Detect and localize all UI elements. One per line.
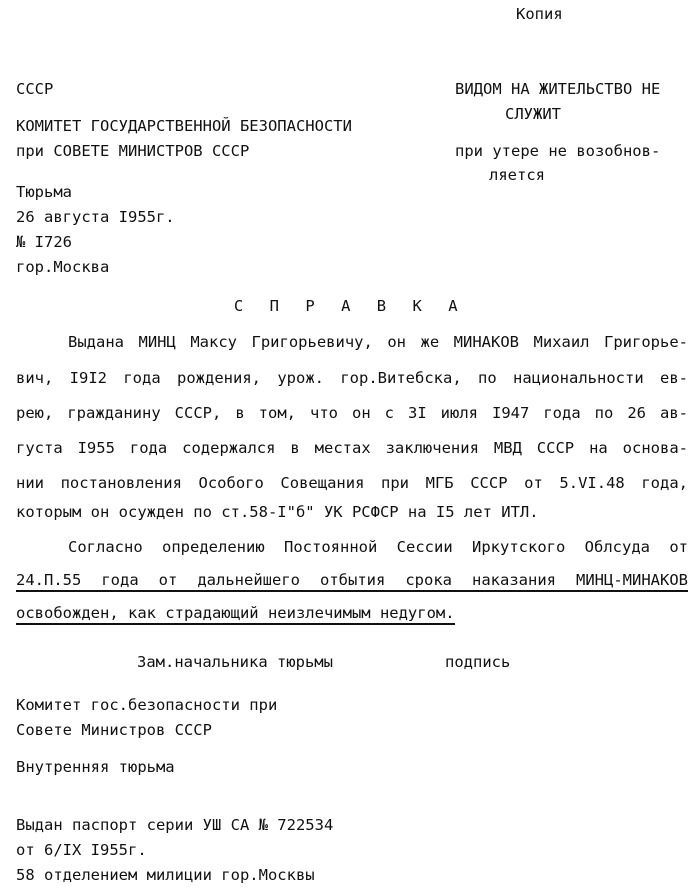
body-line-2: вич, I9I2 года рождения, урож. гор.Витебска, по национальности ев- (16, 369, 688, 387)
stamp-line-1: Комитет гос.безопасности при (16, 696, 278, 714)
notice-line-4: ляется (489, 166, 545, 184)
issuer-number: № I726 (16, 233, 72, 251)
org-line-committee: КОМИТЕТ ГОСУДАРСТВЕННОЙ БЕЗОПАСНОСТИ (16, 117, 352, 135)
body-line-7: Согласно определению Постоянной Сессии Иркутского Облсуда от (68, 538, 688, 556)
issuer-city: гор.Москва (16, 258, 110, 276)
org-line-council: при СОВЕТЕ МИНИСТРОВ СССР (16, 142, 250, 160)
document-title: С П Р А В К А (233, 297, 467, 315)
stamp-line-2: Совете Министров СССР (16, 721, 212, 739)
org-line-country: СССР (16, 80, 54, 98)
passport-line-1: Выдан паспорт серии УШ СА № 722534 (16, 816, 334, 834)
body-line-6: которым он осужден по ст.58-I"б" УК РСФСР на I5 лет ИТЛ. (16, 503, 539, 521)
notice-line-3: при утере не возобнов- (455, 142, 661, 160)
body-line-8-underlined: 24.П.55 года от дальнейшего отбытия срока наказания МИНЦ-МИНАКОВ (16, 570, 688, 592)
copy-mark: Копия (516, 5, 563, 23)
body-line-3: рею, гражданину СССР, в том, что он с 3I июля I947 года по 26 ав- (16, 404, 688, 422)
signature-placeholder: подпись (445, 653, 511, 671)
issuer-date: 26 августа I955г. (16, 208, 175, 226)
issuer-prison: Тюрьма (16, 183, 72, 201)
body-line-5: нии постановления Особого Совещания при МГБ СССР от 5.VI.48 года, (16, 474, 688, 492)
signature-position: Зам.начальника тюрьмы (137, 653, 333, 671)
notice-line-2: СЛУЖИТ (505, 105, 561, 123)
passport-line-2: от 6/IX I955г. (16, 841, 147, 859)
stamp-line-3: Внутренняя тюрьма (16, 758, 175, 776)
body-line-9-underlined: освобожден, как страдающий неизлечимым недугом. (16, 603, 455, 625)
passport-line-3: 58 отделением милиции гор.Москвы (16, 866, 315, 884)
body-line-4: густа I955 года содержался в местах заключения МВД СССР на основа- (16, 439, 688, 457)
notice-line-1: ВИДОМ НА ЖИТЕЛЬСТВО НЕ (455, 80, 661, 98)
body-line-1: Выдана МИНЦ Максу Григорьевичу, он же МИНАКОВ Михаил Григорье- (68, 333, 688, 351)
